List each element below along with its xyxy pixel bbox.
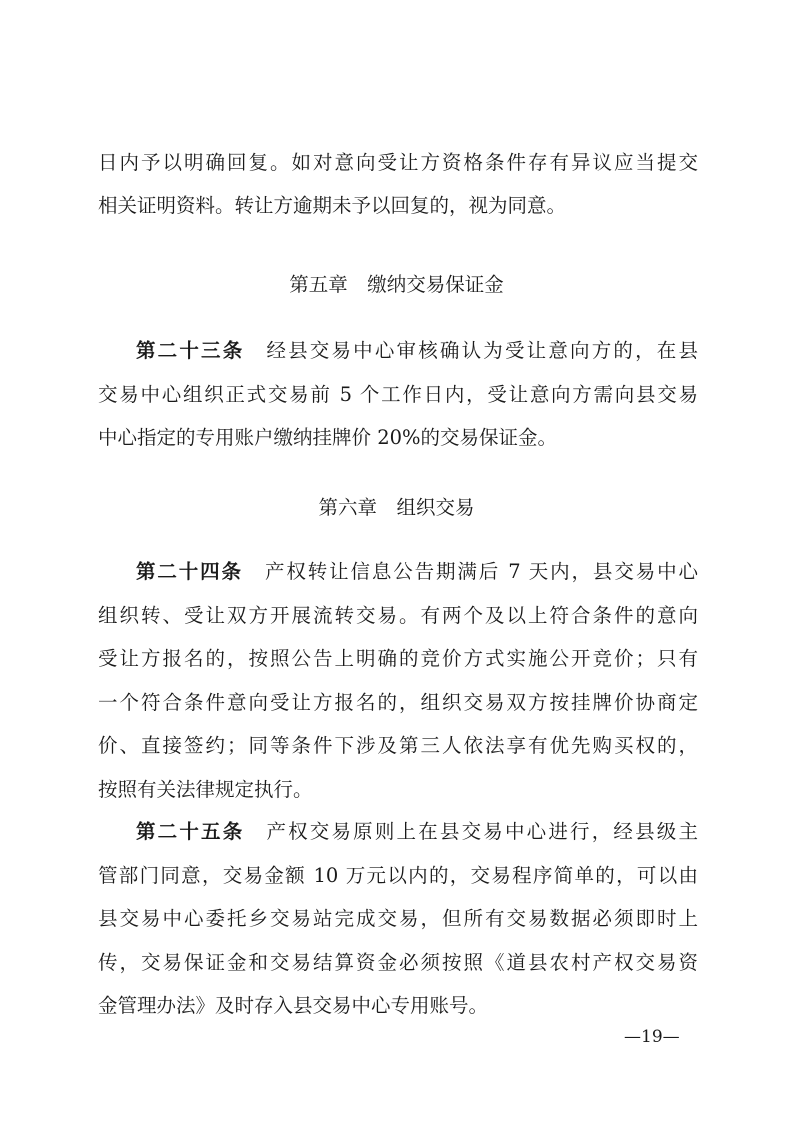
article-23-text: 经县交易中心审核确认为受让意向方的，在县: [266, 339, 698, 362]
paragraph-line: 交易中心组织正式交易前 5 个工作日内，受让意向方需向县交易: [98, 383, 698, 406]
paragraph-line: 价、直接签约；同等条件下涉及第三人依法享有优先购买权的，: [98, 734, 698, 757]
paragraph-line: 一个符合条件意向受让方报名的，组织交易双方按挂牌价协商定: [98, 691, 698, 714]
article-24-text: 产权转让信息公告期满后 7 天内，县交易中心: [264, 560, 698, 583]
article-24-label: 第二十四条: [136, 560, 243, 583]
paragraph-line: 管部门同意，交易金额 10 万元以内的，交易程序简单的，可以由: [98, 864, 698, 887]
paragraph-line: 县交易中心委托乡交易站完成交易，但所有交易数据必须即时上: [98, 907, 698, 930]
article-25-label: 第二十五条: [136, 820, 245, 843]
article-24-line: [136, 555, 698, 589]
paragraph-line: 传，交易保证金和交易结算资金必须按照《道县农村产权交易资: [98, 951, 698, 974]
page-number: —19—: [624, 1027, 680, 1047]
paragraph-line: 受让方报名的，按照公告上明确的竞价方式实施公开竞价；只有: [98, 647, 698, 670]
paragraph-line: 中心指定的专用账户缴纳挂牌价 20%的交易保证金。: [98, 426, 558, 449]
paragraph-line: 金管理办法》及时存入县交易中心专用账号。: [98, 994, 489, 1017]
article-23-line: [136, 334, 698, 368]
paragraph-line: 日内予以明确回复。如对意向受让方资格条件存有异议应当提交: [98, 151, 698, 174]
paragraph-line: 相关证明资料。转让方逾期未予以回复的，视为同意。: [98, 194, 567, 217]
paragraph-line: 组织转、受让双方开展流转交易。有两个及以上符合条件的意向: [98, 604, 698, 627]
paragraph-line: 按照有关法律规定执行。: [98, 778, 313, 801]
article-25-text: 产权交易原则上在县交易中心进行，经县级主: [266, 820, 698, 843]
article-23-label: 第二十三条: [136, 339, 245, 362]
article-25-line: [136, 815, 698, 849]
chapter-5-heading: 第五章 缴纳交易保证金: [289, 273, 504, 296]
chapter-6-heading: 第六章 组织交易: [318, 496, 475, 519]
